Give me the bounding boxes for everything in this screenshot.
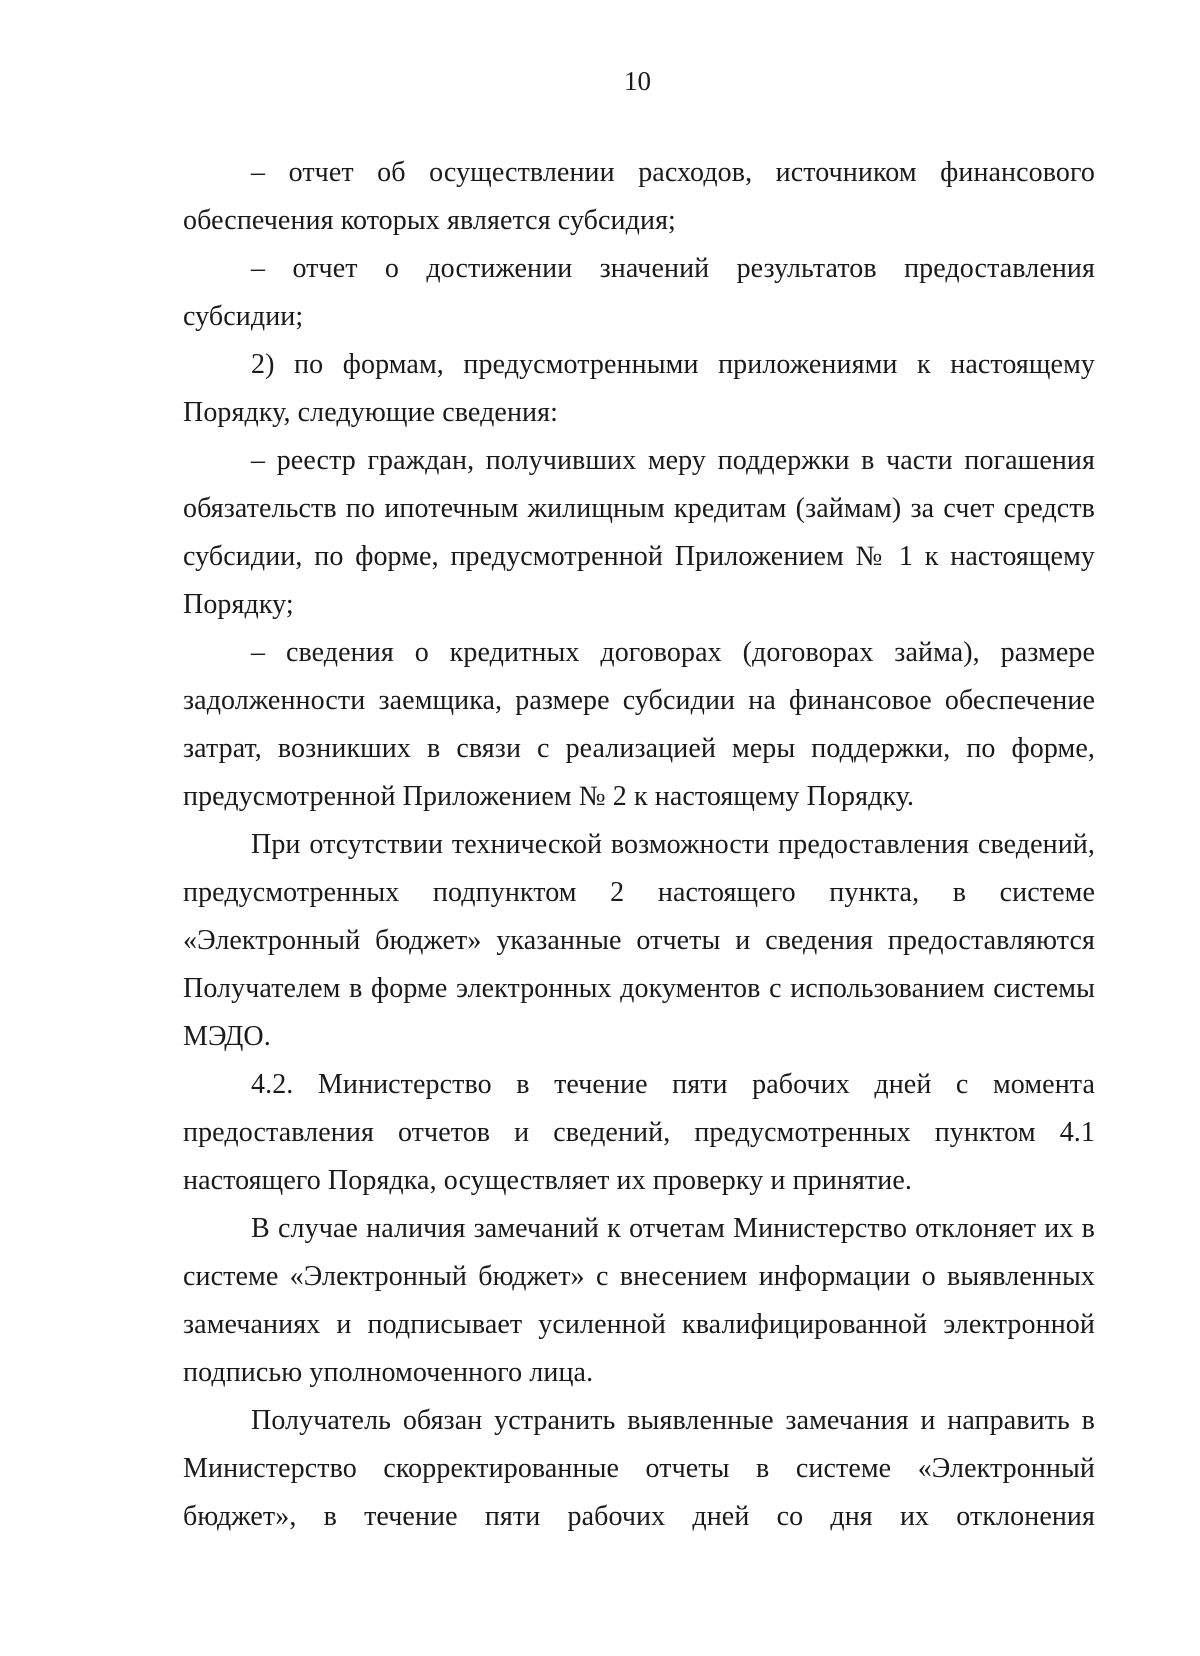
paragraph-4-2: 4.2. Министерство в течение пяти рабочих дней с момента предоставления отчетов и сведений, предусмотренных пунктом 4.1 настоящего Порядка, осуществляет их проверку и принятие. (183, 1069, 1095, 1196)
page-number: 10 (624, 66, 651, 96)
paragraph-report-expenses: – отчет об осуществлении расходов, источником финансового обеспечения которых является субсидия; (183, 157, 1095, 236)
paragraph-recipient-obligation: Получатель обязан устранить выявленные замечания и направить в Министерство скорректированные отчеты в системе «Электронный бюджет», в течение пяти рабочих дней со дня их отклонения (183, 1405, 1095, 1532)
document-body (183, 149, 1095, 1541)
paragraph-no-technical-possibility: При отсутствии технической возможности предоставления сведений, предусмотренных подпунктом 2 настоящего пункта, в системе «Электронный бюджет» указанные отчеты и сведения предоставляются Получателем в форме электронных документов с использованием системы МЭДО. (183, 829, 1095, 1052)
paragraph-remarks: В случае наличия замечаний к отчетам Министерство отклоняет их в системе «Электронный бюджет» с внесением информации о выявленных замечаниях и подписывает усиленной квалифицированной электронной подписью уполномоченного лица. (183, 1213, 1095, 1388)
paragraph-forms: 2) по формам, предусмотренными приложениями к настоящему Порядку, следующие сведения: (183, 349, 1095, 428)
paragraph-credit-info: – сведения о кредитных договорах (договорах займа), размере задолженности заемщика, размере субсидии на финансовое обеспечение затрат, возникших в связи с реализацией меры поддержки, по форме, предусмотренной Приложением № 2 к настоящему Порядку. (183, 637, 1095, 812)
paragraph-report-results: – отчет о достижении значений результатов предоставления субсидии; (183, 253, 1095, 332)
paragraph-registry: – реестр граждан, получивших меру поддержки в части погашения обязательств по ипотечным жилищным кредитам (займам) за счет средств субсидии, по форме, предусмотренной Приложением № 1 к настоящему Порядку; (183, 445, 1095, 620)
